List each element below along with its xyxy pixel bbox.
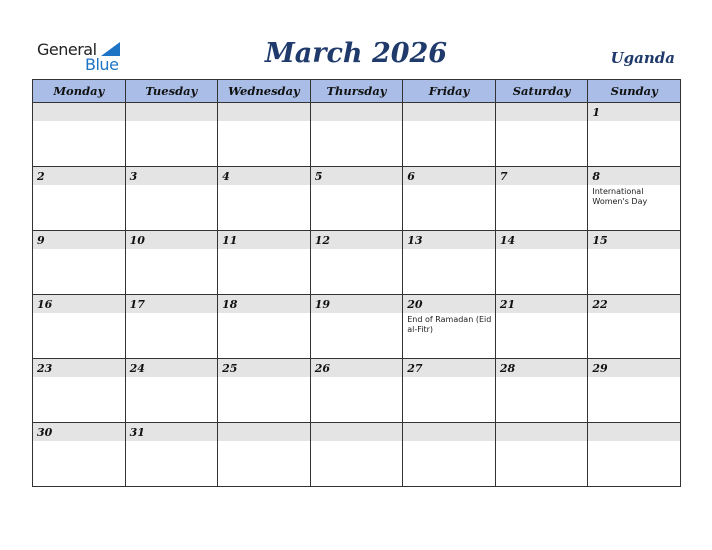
day-cell [403, 295, 496, 359]
weekday-header-row [33, 80, 681, 103]
day-number-band [496, 423, 588, 441]
day-cell [125, 103, 218, 167]
day-number: 29 [592, 362, 608, 375]
logo-text-general: General [37, 40, 97, 59]
day-cell [218, 359, 311, 423]
day-cell [310, 423, 403, 487]
day-number-band [311, 103, 403, 121]
day-number: 25 [222, 362, 238, 375]
day-cell [403, 231, 496, 295]
day-number-band [218, 103, 310, 121]
day-cell [218, 423, 311, 487]
day-number-band [588, 423, 680, 441]
day-cell [588, 231, 681, 295]
day-number: 4 [222, 170, 230, 183]
day-number: 1 [592, 106, 601, 119]
day-number: 6 [407, 170, 415, 183]
day-cell [310, 167, 403, 231]
day-number: 24 [129, 362, 145, 375]
day-cell [218, 231, 311, 295]
day-number-band [311, 423, 403, 441]
day-cell [218, 103, 311, 167]
logo-text-blue: Blue [85, 55, 119, 74]
day-cell [403, 359, 496, 423]
day-number: 30 [37, 426, 53, 439]
day-number-band [33, 167, 125, 185]
day-cell [588, 295, 681, 359]
week-row [33, 295, 681, 359]
country-label: Uganda [610, 49, 675, 67]
day-number: 17 [129, 298, 145, 311]
day-cell [125, 359, 218, 423]
day-cell [310, 295, 403, 359]
weekday-header: Thursday [310, 80, 403, 103]
day-number: 21 [499, 298, 516, 311]
day-number: 19 [314, 298, 330, 311]
day-number-band [126, 103, 218, 121]
day-number: 7 [499, 170, 508, 183]
day-cell [495, 295, 588, 359]
day-cell [33, 231, 126, 295]
day-number-band [403, 167, 495, 185]
day-number-band [33, 103, 125, 121]
week-row [33, 231, 681, 295]
weekday-header: Friday [403, 80, 496, 103]
day-cell [588, 423, 681, 487]
day-cell [403, 167, 496, 231]
calendar-grid [32, 79, 681, 487]
day-cell [33, 295, 126, 359]
day-number: 3 [129, 170, 138, 183]
weekday-header: Tuesday [125, 80, 218, 103]
day-number-band [588, 103, 680, 121]
day-cell [403, 103, 496, 167]
day-number: 26 [314, 362, 330, 375]
week-row [33, 359, 681, 423]
day-cell [218, 295, 311, 359]
day-number: 28 [499, 362, 516, 375]
weekday-header: Wednesday [218, 80, 311, 103]
day-cell [33, 103, 126, 167]
day-number-band [588, 167, 680, 185]
day-number: 13 [407, 234, 423, 247]
day-number: 15 [592, 234, 608, 247]
day-cell [33, 423, 126, 487]
weekday-header: Monday [33, 80, 126, 103]
holiday-label: End of Ramadan (Eid al-Fitr) [407, 315, 492, 334]
day-number-band [218, 167, 310, 185]
day-cell [125, 295, 218, 359]
day-number-band [496, 103, 588, 121]
day-number: 12 [314, 234, 330, 247]
day-number: 23 [37, 362, 53, 375]
weekday-header: Saturday [495, 80, 588, 103]
day-cell [310, 231, 403, 295]
day-number: 31 [129, 426, 145, 439]
day-cell [495, 103, 588, 167]
day-cell [218, 167, 311, 231]
day-number: 2 [37, 170, 45, 183]
day-number-band [311, 167, 403, 185]
week-row [33, 423, 681, 487]
day-number-band [218, 423, 310, 441]
day-number: 20 [407, 298, 423, 311]
day-number: 10 [129, 234, 145, 247]
weekday-header: Sunday [588, 80, 681, 103]
calendar-body [33, 103, 681, 487]
day-number-band [126, 167, 218, 185]
week-row [33, 167, 681, 231]
day-cell [495, 231, 588, 295]
day-number: 27 [407, 362, 423, 375]
day-cell [125, 423, 218, 487]
day-cell [33, 167, 126, 231]
day-cell [588, 359, 681, 423]
day-number: 9 [37, 234, 45, 247]
day-cell [588, 167, 681, 231]
day-number: 16 [37, 298, 53, 311]
holiday-label: International Women's Day [592, 187, 648, 206]
day-cell [33, 359, 126, 423]
day-number: 5 [314, 170, 323, 183]
day-cell [310, 359, 403, 423]
day-cell [403, 423, 496, 487]
day-number: 18 [222, 298, 238, 311]
day-cell [310, 103, 403, 167]
day-cell [495, 167, 588, 231]
day-cell [125, 231, 218, 295]
calendar-title: March 2026 [264, 38, 448, 69]
day-number-band [403, 103, 495, 121]
day-number: 22 [592, 298, 608, 311]
day-cell [125, 167, 218, 231]
day-cell [495, 359, 588, 423]
day-cell [495, 423, 588, 487]
day-number-band [496, 167, 588, 185]
day-number: 8 [592, 170, 601, 183]
week-row [33, 103, 681, 167]
day-number-band [33, 231, 125, 249]
day-cell [588, 103, 681, 167]
day-number: 14 [499, 234, 516, 247]
day-number-band [403, 423, 495, 441]
day-number: 11 [222, 234, 238, 247]
